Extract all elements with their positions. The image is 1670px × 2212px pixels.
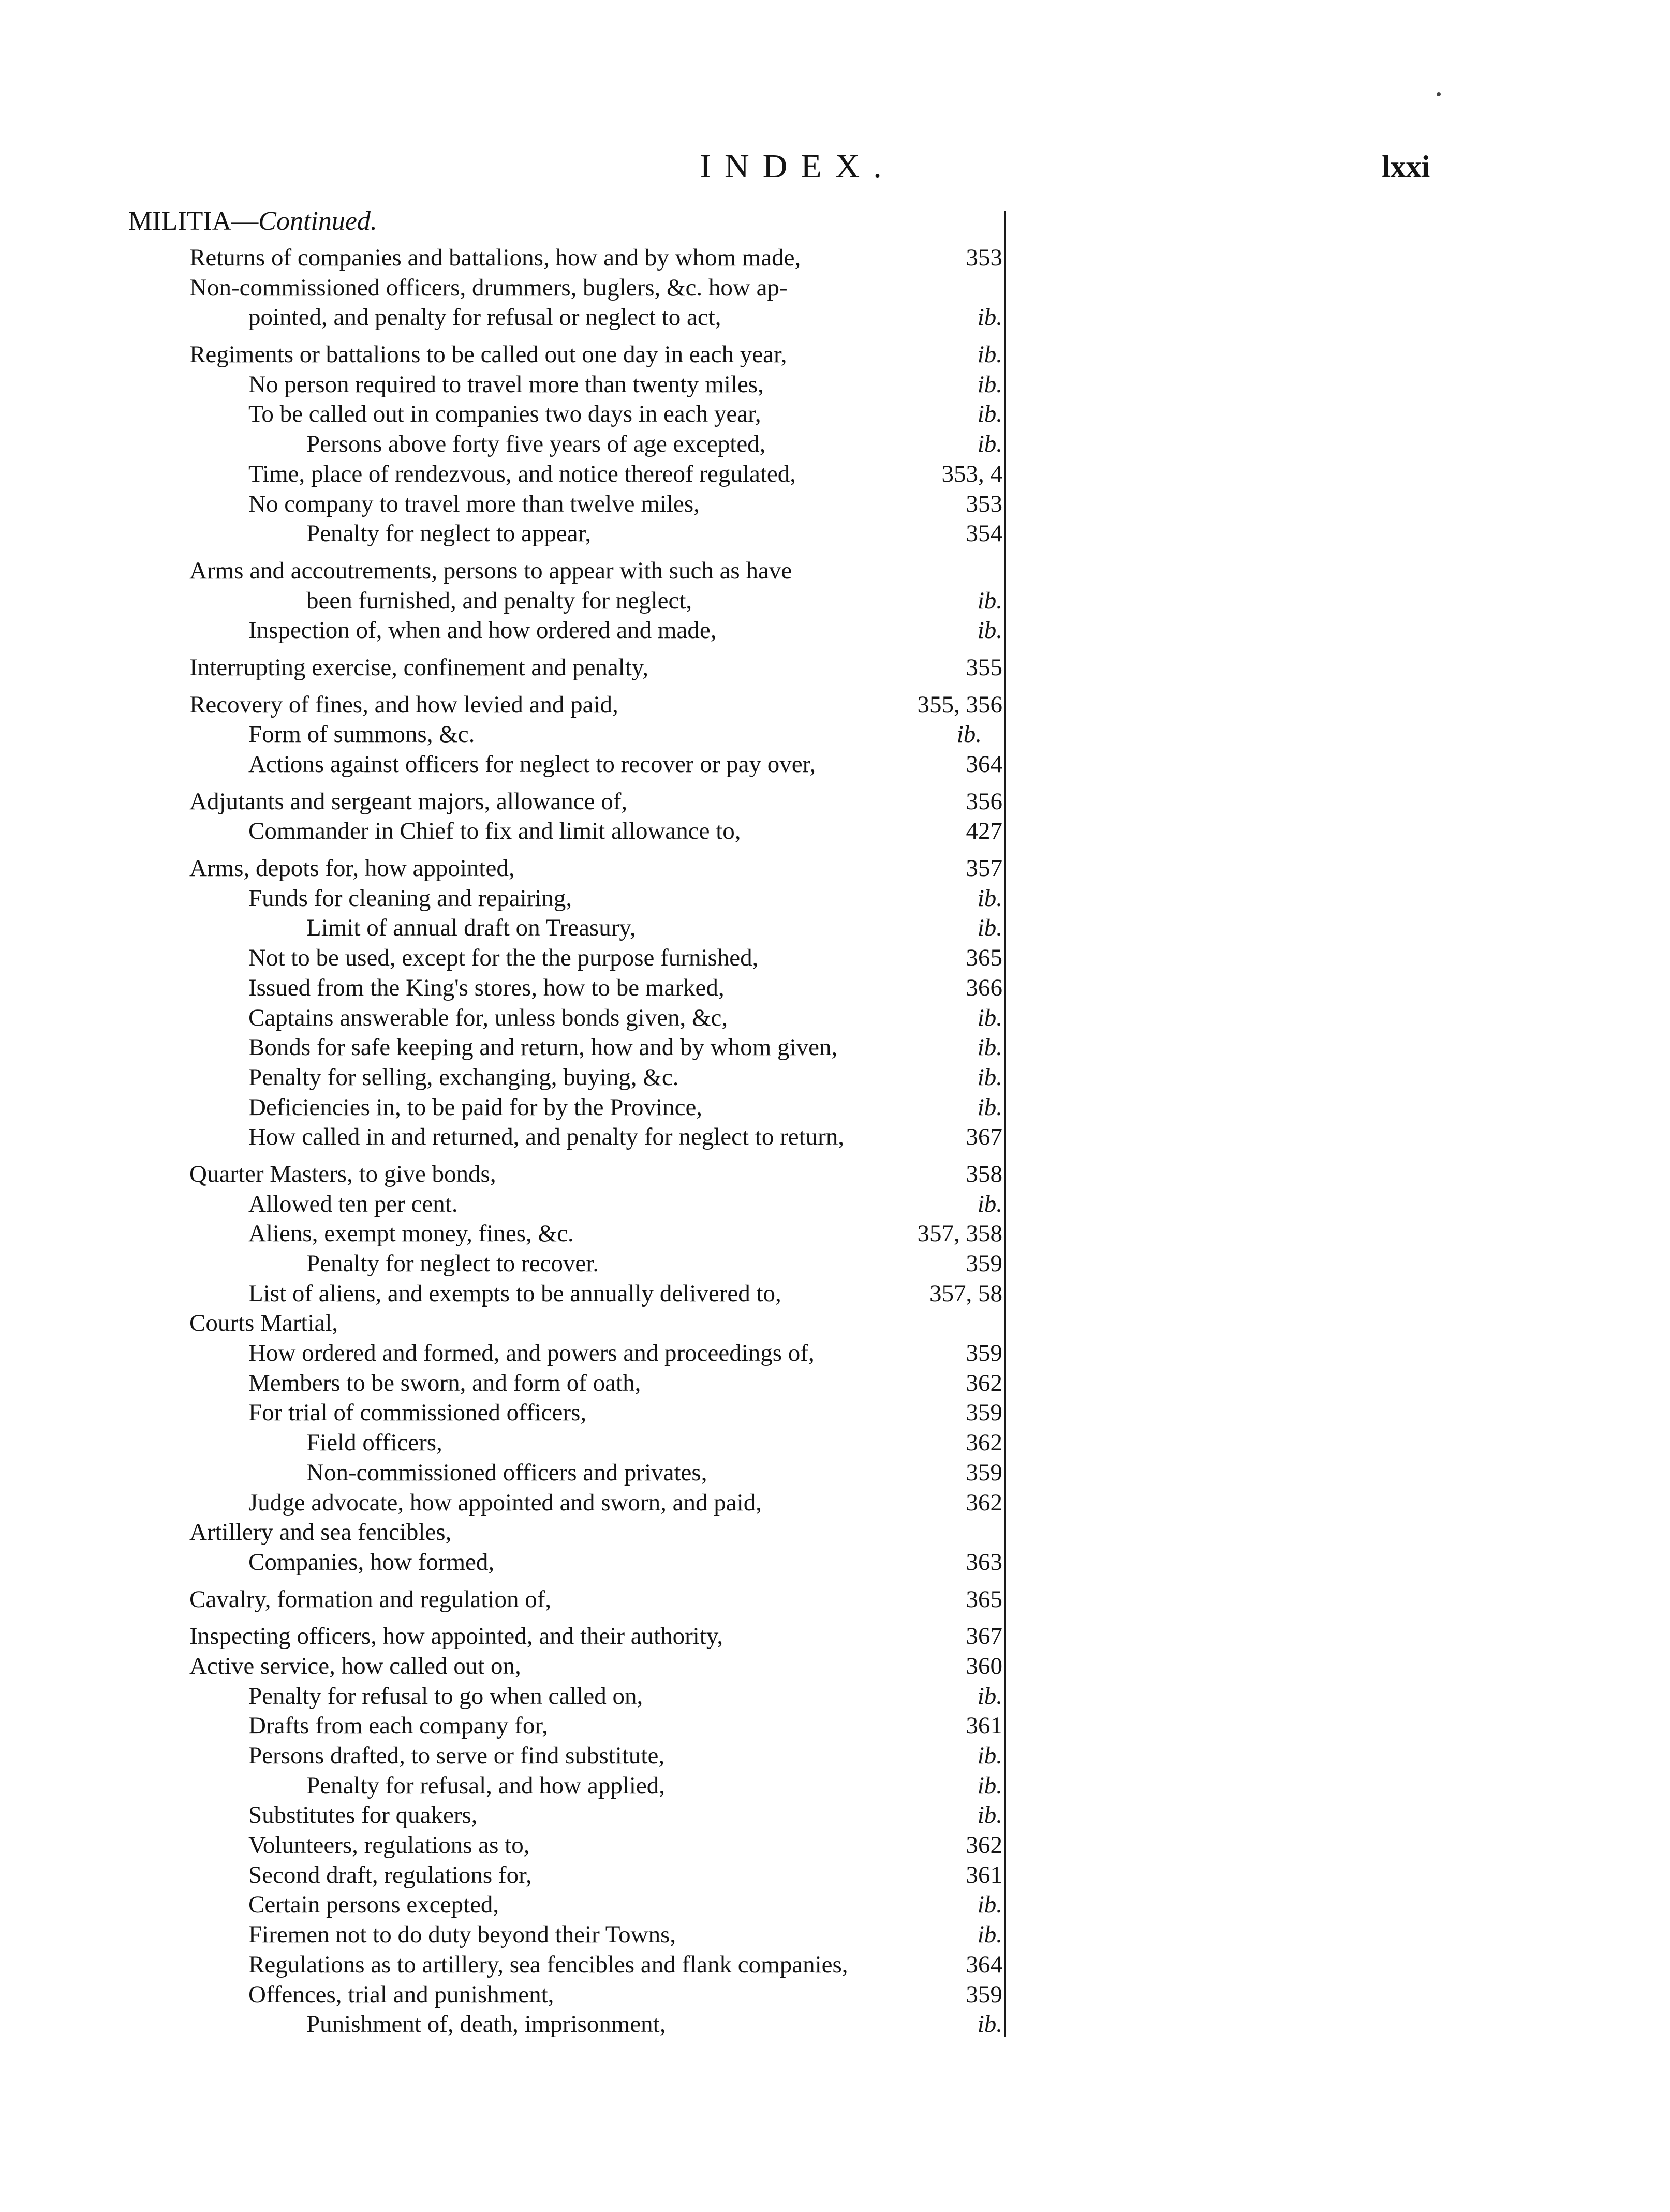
index-entry-page-ref: 355, 356 — [917, 691, 1002, 718]
index-entry-text: Regulations as to artillery, sea fencibles and flank companies, — [248, 1951, 848, 1978]
index-entry-text: Arms and accoutrements, persons to appear with such as have — [189, 557, 792, 584]
index-entry — [0, 913, 1670, 943]
index-entry-text: Volunteers, regulations as to, — [248, 1832, 530, 1859]
index-entry-text: Quarter Masters, to give bonds, — [189, 1160, 496, 1187]
index-entry-text: Penalty for refusal to go when called on, — [248, 1682, 643, 1710]
index-entry-text: Deficiencies in, to be paid for by the Province, — [248, 1093, 703, 1121]
index-entry-page-ref: 359 — [966, 1250, 1002, 1277]
index-entry — [0, 340, 1670, 370]
index-entry — [0, 519, 1670, 549]
index-entry-text: Active service, how called out on, — [189, 1652, 521, 1680]
index-entry-text: Penalty for selling, exchanging, buying, &c. — [248, 1063, 679, 1091]
index-entry-text: Bonds for safe keeping and return, how and by whom given, — [248, 1034, 838, 1061]
index-entry-page-ref: 355 — [966, 654, 1002, 681]
index-entry — [0, 1428, 1670, 1458]
index-entry — [0, 370, 1670, 400]
index-entry — [0, 1093, 1670, 1123]
index-entry-page-ref: 359 — [966, 1459, 1002, 1486]
index-entry-page-ref: 367 — [966, 1123, 1002, 1151]
index-entry — [0, 816, 1670, 847]
index-entry-page-ref: ib. — [977, 1742, 1002, 1769]
index-entry-page-ref: ib. — [977, 1682, 1002, 1710]
index-entry-text: Punishment of, death, imprisonment, — [306, 2011, 666, 2038]
index-entry-text: How called in and returned, and penalty for neglect to return, — [248, 1123, 845, 1151]
index-entry — [0, 1369, 1670, 1399]
index-entry-text: Regiments or battalions to be called out one day in each year, — [189, 341, 787, 368]
index-entry-text: Inspection of, when and how ordered and made, — [248, 617, 717, 644]
index-entry-text: List of aliens, and exempts to be annually delivered to, — [248, 1280, 781, 1307]
index-entry — [0, 750, 1670, 780]
index-entry-text: Judge advocate, how appointed and sworn, and paid, — [248, 1489, 762, 1516]
index-entry-text: Persons above forty five years of age excepted, — [306, 430, 766, 458]
index-entry — [0, 854, 1670, 884]
index-entry — [0, 489, 1670, 519]
section-heading-continued: Continued. — [258, 206, 377, 236]
index-entry — [0, 1003, 1670, 1033]
index-entry-page-ref: ib. — [977, 884, 1002, 912]
index-entry — [0, 1831, 1670, 1861]
index-entry-page-ref: 365 — [966, 944, 1002, 972]
index-entry-page-ref: 353 — [966, 490, 1002, 517]
index-entry-page-ref: 361 — [966, 1712, 1002, 1740]
index-entry-page-ref: ib. — [977, 617, 1002, 644]
index-entry — [0, 1890, 1670, 1920]
index-entry-page-ref: 357 — [966, 855, 1002, 882]
index-entry-page-ref: 357, 358 — [917, 1220, 1002, 1248]
index-entry — [0, 1652, 1670, 1682]
index-entry-page-ref: ib. — [977, 341, 1002, 368]
index-entry — [0, 1279, 1670, 1309]
index-entry-page-ref: 427 — [966, 818, 1002, 845]
index-entry-text: Penalty for neglect to recover. — [306, 1250, 599, 1277]
index-entry — [0, 303, 1670, 333]
index-entry-page-ref: ib. — [977, 1093, 1002, 1121]
index-entry — [0, 1339, 1670, 1369]
index-entry-page-ref: ib. — [977, 370, 1002, 398]
index-entry — [0, 1249, 1670, 1279]
index-entry-page-ref: ib. — [977, 1004, 1002, 1031]
index-entry — [0, 586, 1670, 616]
index-entry — [0, 690, 1670, 720]
index-entry — [0, 973, 1670, 1003]
index-entry-text: Drafts from each company for, — [248, 1712, 548, 1740]
index-entry-page-ref: 365 — [966, 1585, 1002, 1613]
index-entry — [0, 1190, 1670, 1220]
index-entry-page-ref: 359 — [966, 1340, 1002, 1367]
index-entry-page-ref: 353 — [966, 244, 1002, 271]
index-entry-text: Courts Martial, — [189, 1310, 338, 1337]
index-entry-text: Substitutes for quakers, — [248, 1802, 478, 1829]
index-entry-page-ref: ib. — [977, 1802, 1002, 1829]
index-entry — [0, 1861, 1670, 1891]
index-entry-page-ref: 358 — [966, 1160, 1002, 1187]
index-entry-page-ref: 359 — [966, 1399, 1002, 1427]
index-entry-page-ref: 364 — [966, 1951, 1002, 1978]
index-entry — [0, 556, 1670, 586]
index-entry — [0, 1122, 1670, 1152]
index-entry — [0, 243, 1670, 273]
index-entry-page-ref: ib. — [956, 721, 982, 748]
index-entry-text: Funds for cleaning and repairing, — [248, 884, 572, 912]
index-entry — [0, 1548, 1670, 1578]
index-entry — [0, 1950, 1670, 1980]
section-heading-title: MILITIA— — [128, 206, 259, 236]
index-entry-text: No person required to travel more than twenty miles, — [248, 370, 764, 398]
index-entry-page-ref: 367 — [966, 1623, 1002, 1650]
index-entry — [0, 1398, 1670, 1428]
index-entry-text: Adjutants and sergeant majors, allowance of, — [189, 788, 628, 815]
index-entry-text: Captains answerable for, unless bonds given, &c, — [248, 1004, 728, 1031]
page-header — [0, 146, 1670, 187]
index-entry-text: Cavalry, formation and regulation of, — [189, 1585, 552, 1613]
index-entry-text: Form of summons, &c. — [248, 721, 475, 748]
index-entry — [0, 1518, 1670, 1548]
index-entry-page-ref: ib. — [977, 400, 1002, 428]
index-entry — [0, 1682, 1670, 1712]
index-entry-text: Issued from the King's stores, how to be marked, — [248, 974, 725, 1001]
index-entry-text: Penalty for neglect to appear, — [306, 520, 592, 547]
index-entry — [0, 429, 1670, 459]
index-entry-page-ref: 366 — [966, 974, 1002, 1001]
index-entry — [0, 1801, 1670, 1831]
index-entry-page-ref: ib. — [977, 304, 1002, 331]
index-entry-text: Actions against officers for neglect to recover or pay over, — [248, 751, 816, 778]
index-entry-page-ref: ib. — [977, 2011, 1002, 2038]
index-entry — [0, 1711, 1670, 1741]
index-entry-page-ref: 360 — [966, 1652, 1002, 1680]
page-number: lxxi — [1382, 150, 1430, 184]
index-entry-page-ref: ib. — [977, 587, 1002, 614]
index-entry-text: No company to travel more than twelve miles, — [248, 490, 700, 517]
index-entry-text: been furnished, and penalty for neglect, — [306, 587, 692, 614]
index-entry-text: Second draft, regulations for, — [248, 1861, 532, 1889]
index-entry — [0, 1488, 1670, 1518]
index-entry-page-ref: 362 — [966, 1369, 1002, 1397]
index-entry-text: Aliens, exempt money, fines, &c. — [248, 1220, 574, 1248]
index-entry — [0, 1920, 1670, 1950]
index-entry-page-ref: ib. — [977, 1921, 1002, 1949]
index-entry — [0, 1063, 1670, 1093]
index-entry — [0, 1160, 1670, 1190]
index-entry — [0, 459, 1670, 489]
index-entry-page-ref: ib. — [977, 1891, 1002, 1919]
index-entry — [0, 1980, 1670, 2010]
index-entry — [0, 1622, 1670, 1652]
index-entry-text: Inspecting officers, how appointed, and their authority, — [189, 1623, 723, 1650]
index-entry-text: How ordered and formed, and powers and proceedings of, — [248, 1340, 815, 1367]
index-entry-text: Limit of annual draft on Treasury, — [306, 914, 636, 942]
index-entry — [0, 1771, 1670, 1801]
index-entries — [0, 243, 1670, 2085]
section-heading — [128, 205, 377, 238]
index-entry-page-ref: 356 — [966, 788, 1002, 815]
index-entry — [0, 616, 1670, 646]
index-entry-text: For trial of commissioned officers, — [248, 1399, 587, 1427]
index-entry-text: Time, place of rendezvous, and notice thereof regulated, — [248, 460, 796, 487]
index-entry-page-ref: 364 — [966, 751, 1002, 778]
index-entry-text: To be called out in companies two days in each year, — [248, 400, 761, 428]
index-entry — [0, 1741, 1670, 1771]
index-entry — [0, 1219, 1670, 1249]
index-entry-page-ref: ib. — [977, 1190, 1002, 1218]
running-title: INDEX. — [700, 147, 895, 185]
index-entry — [0, 2010, 1670, 2040]
index-entry-text: Interrupting exercise, confinement and penalty, — [189, 654, 648, 681]
index-entry-text: Firemen not to do duty beyond their Towns, — [248, 1921, 676, 1949]
index-entry-text: Recovery of fines, and how levied and paid, — [189, 691, 618, 718]
index-entry-page-ref: 362 — [966, 1832, 1002, 1859]
index-entry — [0, 1033, 1670, 1063]
index-entry-text: Artillery and sea fencibles, — [189, 1519, 452, 1546]
index-entry-page-ref: ib. — [977, 430, 1002, 458]
index-entry — [0, 1309, 1670, 1339]
index-entry-page-ref: 353, 4 — [941, 460, 1002, 487]
index-entry — [0, 884, 1670, 914]
index-entry-page-ref: 354 — [966, 520, 1002, 547]
index-entry-page-ref: 359 — [966, 1981, 1002, 2008]
index-entry-text: Commander in Chief to fix and limit allowance to, — [248, 818, 741, 845]
index-entry-text: Persons drafted, to serve or find substitute, — [248, 1742, 665, 1769]
index-entry-page-ref: 362 — [966, 1429, 1002, 1457]
index-entry — [0, 787, 1670, 817]
index-entry-page-ref: ib. — [977, 914, 1002, 942]
index-entry-page-ref: 362 — [966, 1489, 1002, 1516]
index-entry-page-ref: 363 — [966, 1548, 1002, 1576]
page-specks — [0, 0, 1670, 155]
index-entry-text: pointed, and penalty for refusal or neglect to act, — [248, 304, 721, 331]
ink-speck — [1437, 92, 1441, 96]
index-entry-text: Arms, depots for, how appointed, — [189, 855, 515, 882]
index-entry-text: Allowed ten per cent. — [248, 1190, 458, 1218]
index-entry-text: Offences, trial and punishment, — [248, 1981, 554, 2008]
index-entry — [0, 1458, 1670, 1488]
index-entry — [0, 1585, 1670, 1615]
index-entry-text: Not to be used, except for the the purpose furnished, — [248, 944, 759, 972]
index-entry-text: Field officers, — [306, 1429, 442, 1457]
index-entry — [0, 399, 1670, 429]
index-entry-text: Companies, how formed, — [248, 1548, 495, 1576]
index-entry-page-ref: ib. — [977, 1034, 1002, 1061]
index-entry — [0, 653, 1670, 683]
index-entry-text: Certain persons excepted, — [248, 1891, 499, 1919]
index-entry — [0, 720, 1670, 750]
index-entry-text: Members to be sworn, and form of oath, — [248, 1369, 641, 1397]
index-entry-text: Penalty for refusal, and how applied, — [306, 1772, 666, 1799]
index-entry-text: Non-commissioned officers, drummers, buglers, &c. how ap- — [189, 274, 788, 301]
index-entry-page-ref: 361 — [966, 1861, 1002, 1889]
index-entry-text: Returns of companies and battalions, how and by whom made, — [189, 244, 801, 271]
index-entry-text: Non-commissioned officers and privates, — [306, 1459, 707, 1486]
index-entry — [0, 273, 1670, 303]
index-entry-page-ref: ib. — [977, 1772, 1002, 1799]
index-entry-page-ref: ib. — [977, 1063, 1002, 1091]
index-entry — [0, 943, 1670, 973]
index-entry-page-ref: 357, 58 — [929, 1280, 1002, 1307]
